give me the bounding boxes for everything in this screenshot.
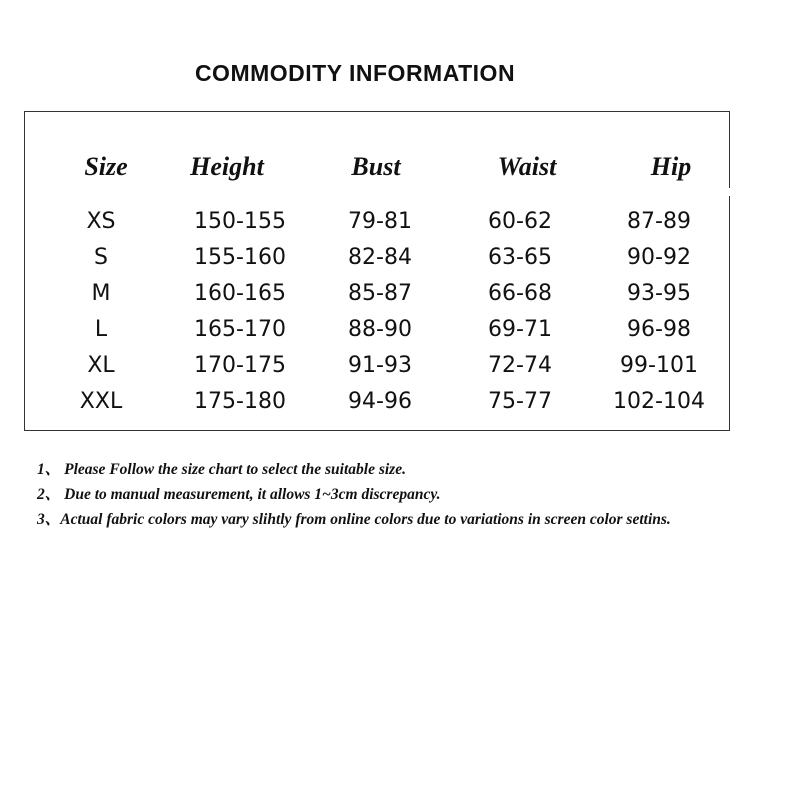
cell-hip: 87-89 (627, 209, 691, 234)
cell-waist: 66-68 (488, 281, 552, 306)
cell-size: S (94, 245, 108, 270)
cell-bust: 91-93 (348, 353, 412, 378)
border-gap (728, 188, 731, 196)
cell-hip: 93-95 (627, 281, 691, 306)
note-2: 2、 Due to manual measurement, it allows 1~3cm discrepancy. (37, 486, 441, 503)
header-bust: Bust (351, 152, 401, 181)
cell-hip: 99-101 (620, 353, 698, 378)
cell-height: 160-165 (194, 281, 286, 306)
note-1: 1、 Please Follow the size chart to select the suitable size. (37, 461, 406, 478)
size-chart (24, 111, 730, 431)
size-notes (37, 457, 717, 532)
cell-size: XXL (79, 389, 123, 414)
cell-bust: 85-87 (348, 281, 412, 306)
cell-bust: 79-81 (348, 209, 412, 234)
header-size: Size (84, 152, 128, 181)
cell-height: 175-180 (194, 389, 286, 414)
cell-hip: 96-98 (627, 317, 691, 342)
header-hip: Hip (650, 152, 692, 181)
cell-waist: 72-74 (488, 353, 552, 378)
cell-height: 150-155 (194, 209, 286, 234)
cell-hip: 102-104 (613, 389, 705, 414)
page-title: COMMODITY INFORMATION (194, 60, 516, 86)
cell-waist: 63-65 (488, 245, 552, 270)
cell-height: 155-160 (194, 245, 286, 270)
cell-size: L (94, 317, 108, 342)
header-height: Height (190, 152, 264, 181)
cell-bust: 88-90 (348, 317, 412, 342)
header-waist: Waist (497, 152, 557, 181)
cell-height: 165-170 (194, 317, 286, 342)
cell-bust: 82-84 (348, 245, 412, 270)
cell-size: XS (86, 209, 116, 234)
note-3: 3、Actual fabric colors may vary slihtly from online colors due to variations in screen color settins. (37, 511, 671, 528)
cell-hip: 90-92 (627, 245, 691, 270)
cell-waist: 69-71 (488, 317, 552, 342)
cell-height: 170-175 (194, 353, 286, 378)
cell-waist: 60-62 (488, 209, 552, 234)
cell-bust: 94-96 (348, 389, 412, 414)
cell-size: XL (87, 353, 115, 378)
cell-waist: 75-77 (488, 389, 552, 414)
cell-size: M (91, 281, 111, 306)
